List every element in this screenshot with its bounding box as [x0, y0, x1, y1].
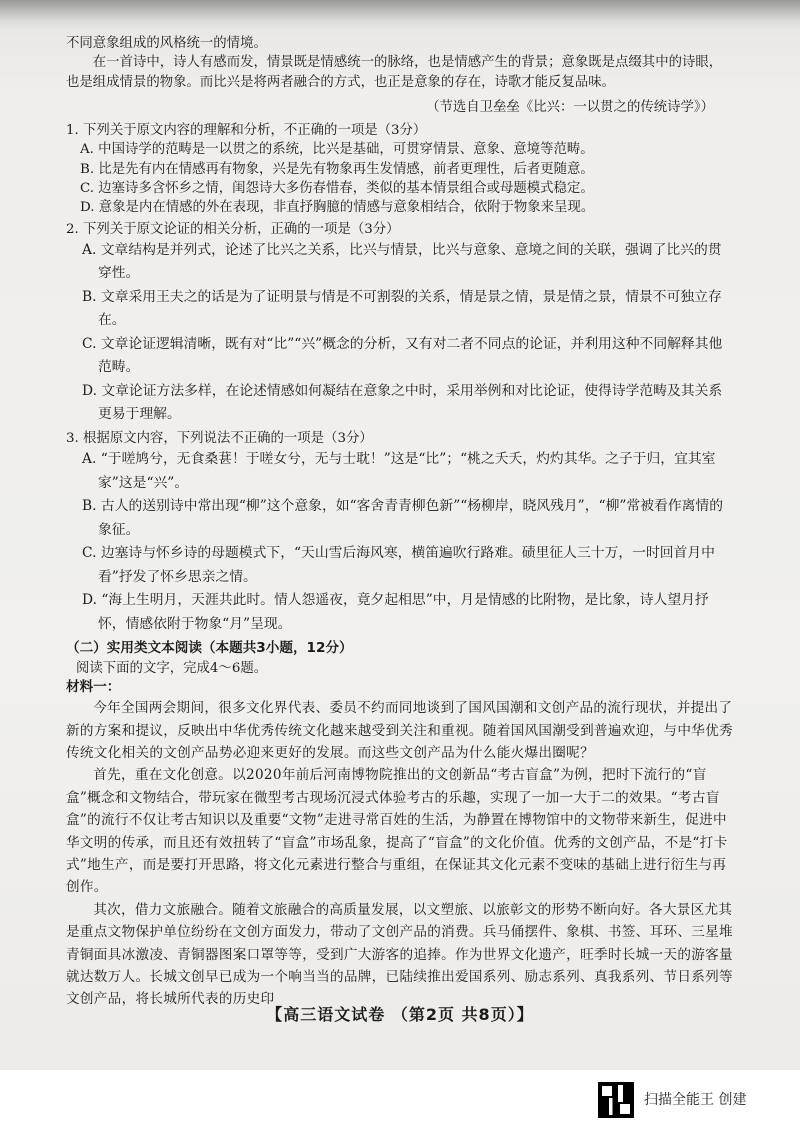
scanner-watermark-label: 扫描全能王 创建	[644, 1092, 747, 1108]
page-content	[66, 34, 734, 1011]
option-a: A. 中国诗学的范畴是一以贯之的系统，比兴是基础，可贯穿情景、意象、意境等范畴。	[80, 142, 594, 158]
scan-shadow	[0, 0, 800, 30]
instruction: 阅读下面的文字，完成4～6题。	[76, 660, 268, 676]
option-d: D. 文章论证方法多样，在论述情感如何凝结在意象之中时，采用举例和对比论证，使得诗学范畴及其关系更易于理解。	[82, 382, 723, 423]
citation: （节选自卫垒垒《比兴：一以贯之的传统诗学》）	[426, 99, 714, 115]
material-paragraph: 首先，重在文化创意。以2020年前后河南博物院推出的文创新品“考古盲盒”为例，把时下流行的“盲盒”概念和文物结合，带玩家在微型考古现场沉浸式体验考古的乐趣，实现了一加一大于二的效果。“考古盲盒”的流行不仅让考古知识以及重要“文物”走进寻常百姓的生活，为静置在博物馆中的文物带来新生，促进中华文明的传承，而且还有效扭转了“盲盒”市场乱象，提高了“盲盒”的文化价值。优秀的文创产品，不是“打卡式”地生产，而是要打开思路，将文化元素进行整合与重组，在保证其文化元素不变味的基础上进行衍生与再创作。	[66, 767, 728, 896]
question-stem: 2. 下列关于原文论证的相关分析，正确的一项是（3分）	[66, 221, 400, 237]
option-c: C. 边塞诗与怀乡诗的母题模式下，“天山雪后海风寒，横笛遍吹行路难。碛里征人三十万，一时回首月中看”抒发了怀乡思亲之情。	[82, 545, 715, 585]
question-1	[66, 121, 734, 217]
option-b: B. 比是先有内在情感再有物象，兴是先有物象再生发情感，前者更理性，后者更随意。	[80, 161, 594, 177]
option-a: A. “于嗟鸠兮，无食桑葚！于嗟女兮，无与士耽！”这是“比”；“桃之夭夭，灼灼其华。之子于归，宜其室家”这是“兴”。	[82, 451, 716, 491]
option-d: D. “海上生明月，天涯共此时。情人怨遥夜，竟夕起相思”中，月是情感的比附物，是比象，诗人望月抒怀，情感依附于物象“月”呈现。	[82, 592, 709, 632]
material-text	[66, 697, 734, 1011]
material-paragraph: 其次，借力文旅融合。随着文旅融合的高质量发展，以文塑旅、以旅彰文的形势不断向好。各大景区尤其是重点文物保护单位纷纷在文创方面发力，带动了文创产品的消费。兵马俑摆件、象棋、书签、耳环、三星堆青铜面具冰激凌、青铜器图案口罩等等，受到广大游客的追捧。作为世界文化遗产，旺季时长城一天的游客量就达数万人。长城文创早已成为一个响当当的品牌，已陆续推出爱国系列、励志系列、真我系列、节日系列等文创产品，将长城所代表的历史印	[66, 901, 733, 1008]
question-3	[66, 429, 734, 636]
intro-paragraph: 在一首诗中，诗人有感而发，情景既是情感统一的脉络，也是情感产生的背景；意象既是点缀其中的诗眼，也是组成情景的物象。而比兴是将两者融合的方式，也正是意象的存在，诗歌才能反复品味。	[66, 55, 723, 90]
option-c: C. 边塞诗多含怀乡之情，闺怨诗大多伤春惜春，类似的基本情景组合或母题模式稳定。	[80, 181, 594, 197]
question-stem: 1. 下列关于原文内容的理解和分析，不正确的一项是（3分）	[66, 123, 427, 139]
option-b: B. 文章采用王夫之的话是为了证明景与情是不可割裂的关系，情是景之情，景是情之景，情景不可独立存在。	[82, 288, 722, 329]
page-footer: 【高三语文试卷 （第2页 共8页）】	[266, 1005, 534, 1024]
option-b: B. 古人的送别诗中常出现“柳”这个意象，如“客舍青青柳色新”“杨柳岸，晓风残月”，“柳”常被看作离情的象征。	[82, 498, 724, 538]
intro-line: 不同意象组成的风格统一的情境。	[66, 36, 267, 51]
option-c: C. 文章论证逻辑清晰，既有对“比”“兴”概念的分析，又有对二者不同点的论证，并利用这种不同解释其他范畴。	[82, 335, 723, 376]
material-paragraph: 今年全国两会期间，很多文化界代表、委员不约而同地谈到了国风国潮和文创产品的流行现状，并提出了新的方案和提议，反映出中华优秀传统文化越来越受到关注和重视。随着国风国潮受到普遍欢迎，与中华优秀传统文化相关的文创产品势必迎来更好的发展。而这些文创产品为什么能火爆出圈呢？	[66, 700, 733, 761]
section-title: （二）实用类文本阅读（本题共3小题，12分）	[66, 640, 353, 657]
qr-code-icon	[598, 1082, 634, 1118]
option-a: A. 文章结构是并列式，论述了比兴之关系，比兴与情景，比兴与意象、意境之间的关联，强调了比兴的贯穿性。	[82, 241, 722, 282]
option-d: D. 意象是内在情感的外在表现，非直抒胸臆的情感与意象相结合，依附于物象来呈现。	[80, 200, 595, 216]
question-2	[66, 220, 734, 427]
material-label: 材料一：	[66, 678, 121, 695]
question-stem: 3. 根据原文内容，下列说法不正确的一项是（3分）	[66, 430, 373, 446]
